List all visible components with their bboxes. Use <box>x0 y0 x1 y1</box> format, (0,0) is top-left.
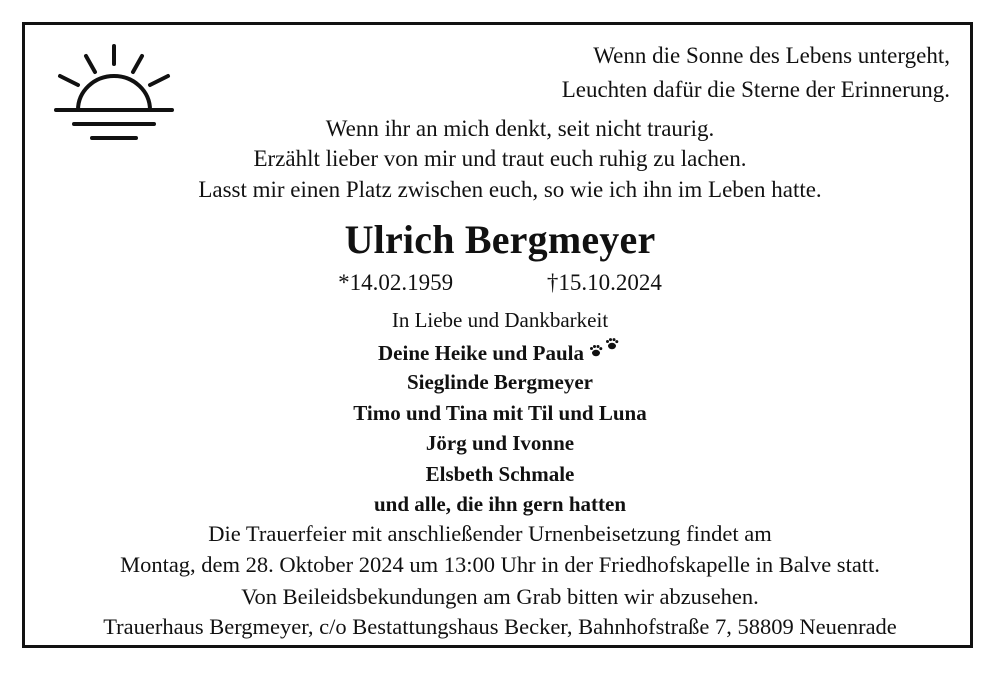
quote-line-1: Wenn ihr an mich denkt, seit nicht traurig. <box>325 116 715 141</box>
mourner-name: Deine Heike und Paula <box>378 341 584 365</box>
mourner-line: Sieglinde Bergmeyer <box>406 370 594 394</box>
mourner-line: und alle, die ihn gern hatten <box>373 492 627 516</box>
service-line-2: Montag, dem 28. Oktober 2024 um 13:00 Uhr in der Friedhofskapelle in Balve statt. <box>120 552 880 577</box>
quote-line-2: Erzählt lieber von mir und traut euch ruhig zu lachen. <box>253 146 747 171</box>
mourner-line: Timo und Tina mit Til und Luna <box>353 401 647 425</box>
mourner-line <box>0 338 1000 366</box>
birth-date: *14.02.1959 <box>338 270 454 295</box>
mourner-line: Jörg und Ivonne <box>425 431 575 455</box>
mourner-line: Elsbeth Schmale <box>425 462 575 486</box>
service-line-4: Trauerhaus Bergmeyer, c/o Bestattungshaus Becker, Bahnhofstraße 7, 58809 Neuenrade <box>103 614 897 639</box>
quote-line-3: Lasst mir einen Platz zwischen euch, so wie ich ihn im Leben hatte. <box>198 177 822 202</box>
service-line-1: Die Trauerfeier mit anschließender Urnenbeisetzung findet am <box>208 521 772 546</box>
paw-prints-icon <box>588 338 622 358</box>
service-line-3: Von Beileidsbekundungen am Grab bitten wir abzusehen. <box>241 584 759 609</box>
poem-line-2: Leuchten dafür die Sterne der Erinnerung. <box>561 77 950 102</box>
life-dates <box>0 270 1000 296</box>
deceased-name: Ulrich Bergmeyer <box>344 217 656 262</box>
death-date: †15.10.2024 <box>546 270 662 295</box>
mourners-intro: In Liebe und Dankbarkeit <box>391 308 609 332</box>
poem-line-1: Wenn die Sonne des Lebens untergeht, <box>593 43 950 68</box>
